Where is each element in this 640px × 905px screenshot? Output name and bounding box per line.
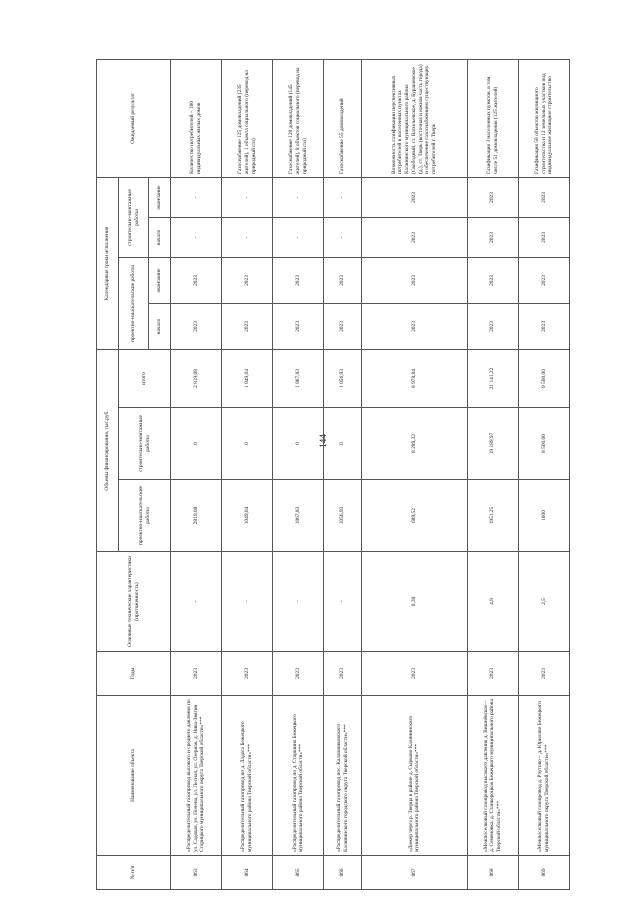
row-name: «Распределительный газопровод по д. Ладога Бежецкого муниципального района Тверской области»*** (222, 696, 273, 856)
row-construction-end: 2023 (518, 177, 569, 217)
row-num: 863 (171, 856, 222, 890)
row-result: Газоснабжение 128 домовладений (145 жителей), 8 объектов социального (перевод на природный газ) (273, 59, 324, 177)
table-row (467, 59, 518, 889)
row-construction-cost: 0 (324, 408, 361, 480)
header-design-start: начало (149, 304, 171, 350)
row-construction-end: - (222, 177, 273, 217)
row-num: 866 (324, 856, 361, 890)
row-total-cost: 21 141,22 (467, 350, 518, 408)
row-construction-start: - (222, 218, 273, 258)
row-construction-cost: 0 (171, 408, 222, 480)
row-year: 2023 (273, 652, 324, 696)
header-construction-end: окончание (149, 177, 171, 217)
row-name: «Межпоселковый газопровод д. Рэутово – д. Юрилово Бежецкого муниципального округа Тверской области»*** (518, 696, 569, 856)
row-total-cost: 1 056,93 (324, 350, 361, 408)
table-row (222, 59, 273, 889)
row-year: 2023 (324, 652, 361, 696)
header-name: Наименование объекта (97, 696, 171, 856)
row-design-end: 2023 (171, 258, 222, 304)
table-body (171, 59, 570, 889)
row-num: 869 (518, 856, 569, 890)
row-name: «Межпоселковый газопровод высокого давления д. Вишнёвское – д. Семеновка, д. Станкероцкая Бежецкого муниципального района Тверской области»*** (467, 696, 518, 856)
header-construction-schedule: строительно-монтажные работы (119, 177, 149, 257)
row-construction-cost: 19 189,97 (467, 408, 518, 480)
header-funding: Объемы финансирования, тыс.руб. (97, 350, 119, 552)
row-design-end: 2023 (222, 258, 273, 304)
table-wrapper (96, 60, 570, 890)
row-construction-start: 2023 (467, 218, 518, 258)
row-design-start: 2023 (222, 304, 273, 350)
row-construction-cost: 0 (273, 408, 324, 480)
row-design-cost: 1000 (518, 480, 569, 552)
row-num: 865 (273, 856, 324, 890)
row-construction-start: 2023 (361, 218, 467, 258)
row-length: - (273, 552, 324, 652)
row-design-start: 2023 (518, 304, 569, 350)
table-row (361, 59, 467, 889)
row-design-start: 2023 (467, 304, 518, 350)
row-design-start: 2023 (361, 304, 467, 350)
row-construction-end: 2023 (467, 177, 518, 217)
row-construction-end: - (273, 177, 324, 217)
header-construction-work: строительно-монтажные работы (119, 408, 171, 480)
row-year: 2023 (361, 652, 467, 696)
row-result: Газификация 3 населенных пунктов, в том числе 51 домовладения (125 жителей) (467, 59, 518, 177)
page-number: 144 (317, 434, 328, 448)
row-name: «Распределительный газопровод по д. Старшина Бежецкого муниципального района Тверской области»*** (273, 696, 324, 856)
row-name: «Распределительный газопровод высокого и среднего давления по ул. Садовая, ул. Почепа, ул. Лесная, ул. Озерная, д. Нива-Звягин Старицкого муниципального округа Тверской области»*** (171, 696, 222, 856)
row-total-cost: 1 049,04 (222, 350, 273, 408)
row-design-cost: 1867,83 (273, 480, 324, 552)
row-construction-start: - (324, 218, 361, 258)
header-schedule: Календарные сроки исполнения (97, 177, 119, 349)
row-construction-cost: 8 500,00 (518, 408, 569, 480)
row-result: Возможность газификации перспективных потребителей в населенных пунктах Калининского муниципального района (Свободный, ст. Васильевское, д. Бурашевское (д.), ст. Тверь (восточная и южная часть города) и обеспечение газоснабжением существующих потребителей г. Тверь (361, 59, 467, 177)
row-length: 0,38 (361, 552, 467, 652)
row-design-cost: 1049,04 (222, 480, 273, 552)
table-row (518, 59, 569, 889)
header-design-end: окончание (149, 258, 171, 304)
objects-table (96, 59, 570, 890)
table-row (171, 59, 222, 889)
table-row (324, 59, 361, 889)
row-design-start: 2023 (324, 304, 361, 350)
table-row (273, 59, 324, 889)
row-design-start: 2023 (171, 304, 222, 350)
row-design-cost: 1056,93 (324, 480, 361, 552)
row-total-cost: 9 500,00 (518, 350, 569, 408)
header-design-work: проектно-изыскательские работы (119, 480, 171, 552)
row-design-end: 2023 (467, 258, 518, 304)
row-total-cost: 2 819,08 (171, 350, 222, 408)
header-years: Годы (97, 652, 171, 696)
row-design-end: 2023 (518, 258, 569, 304)
row-result: Газоснабжение 125 домовладений (235 жителей), 1 объекта социального (перевод на природный газ) (222, 59, 273, 177)
row-design-end: 2023 (361, 258, 467, 304)
row-construction-end: - (324, 177, 361, 217)
row-construction-end: 2023 (361, 177, 467, 217)
row-num: 868 (467, 856, 518, 890)
row-design-cost: 689,52 (361, 480, 467, 552)
row-num: 867 (361, 856, 467, 890)
row-name: «Распределительный газопровод пос. Калашниковского Калининского городского округа Тверской области»*** (324, 696, 361, 856)
row-length: 4,8 (467, 552, 518, 652)
row-year: 2023 (518, 652, 569, 696)
row-length: - (222, 552, 273, 652)
row-length: 2,5 (518, 552, 569, 652)
row-num: 864 (222, 856, 273, 890)
row-total-cost: 1 867,83 (273, 350, 324, 408)
header-total: итого (119, 350, 171, 408)
row-result: Газификация 58 объектов жилищного строительства и 12 земельных участков под индивидуальное жилищное строительство (518, 59, 569, 177)
header-design-schedule: проектно-изыскательские работы (119, 258, 149, 350)
header-result: Ожидаемый результат (97, 59, 171, 177)
row-construction-cost: 8 289,32 (361, 408, 467, 480)
row-total-cost: 8 978,84 (361, 350, 467, 408)
header-num: № п/п (97, 856, 171, 890)
row-result: Газоснабжение 55 домовладений (324, 59, 361, 177)
row-result: Количество потребителей – 180 индивидуальных жилых домов (171, 59, 222, 177)
row-length: - (324, 552, 361, 652)
row-name: «Дюкер через р. Тверца в районе д. Сырково Калининского муниципального района Тверской области»*** (361, 696, 467, 856)
row-construction-start: - (273, 218, 324, 258)
row-construction-end: - (171, 177, 222, 217)
row-construction-start: - (171, 218, 222, 258)
row-year: 2023 (171, 652, 222, 696)
row-construction-start: 2023 (518, 218, 569, 258)
row-design-start: 2023 (273, 304, 324, 350)
row-design-end: 2023 (324, 258, 361, 304)
header-basic: Основные технические характеристики (протяженность) (97, 552, 171, 652)
row-year: 2023 (222, 652, 273, 696)
row-year: 2023 (467, 652, 518, 696)
header-construction-start: начало (149, 218, 171, 258)
row-length: - (171, 552, 222, 652)
row-design-cost: 1951,25 (467, 480, 518, 552)
row-design-end: 2023 (273, 258, 324, 304)
row-construction-cost: 0 (222, 408, 273, 480)
row-design-cost: 2819,08 (171, 480, 222, 552)
